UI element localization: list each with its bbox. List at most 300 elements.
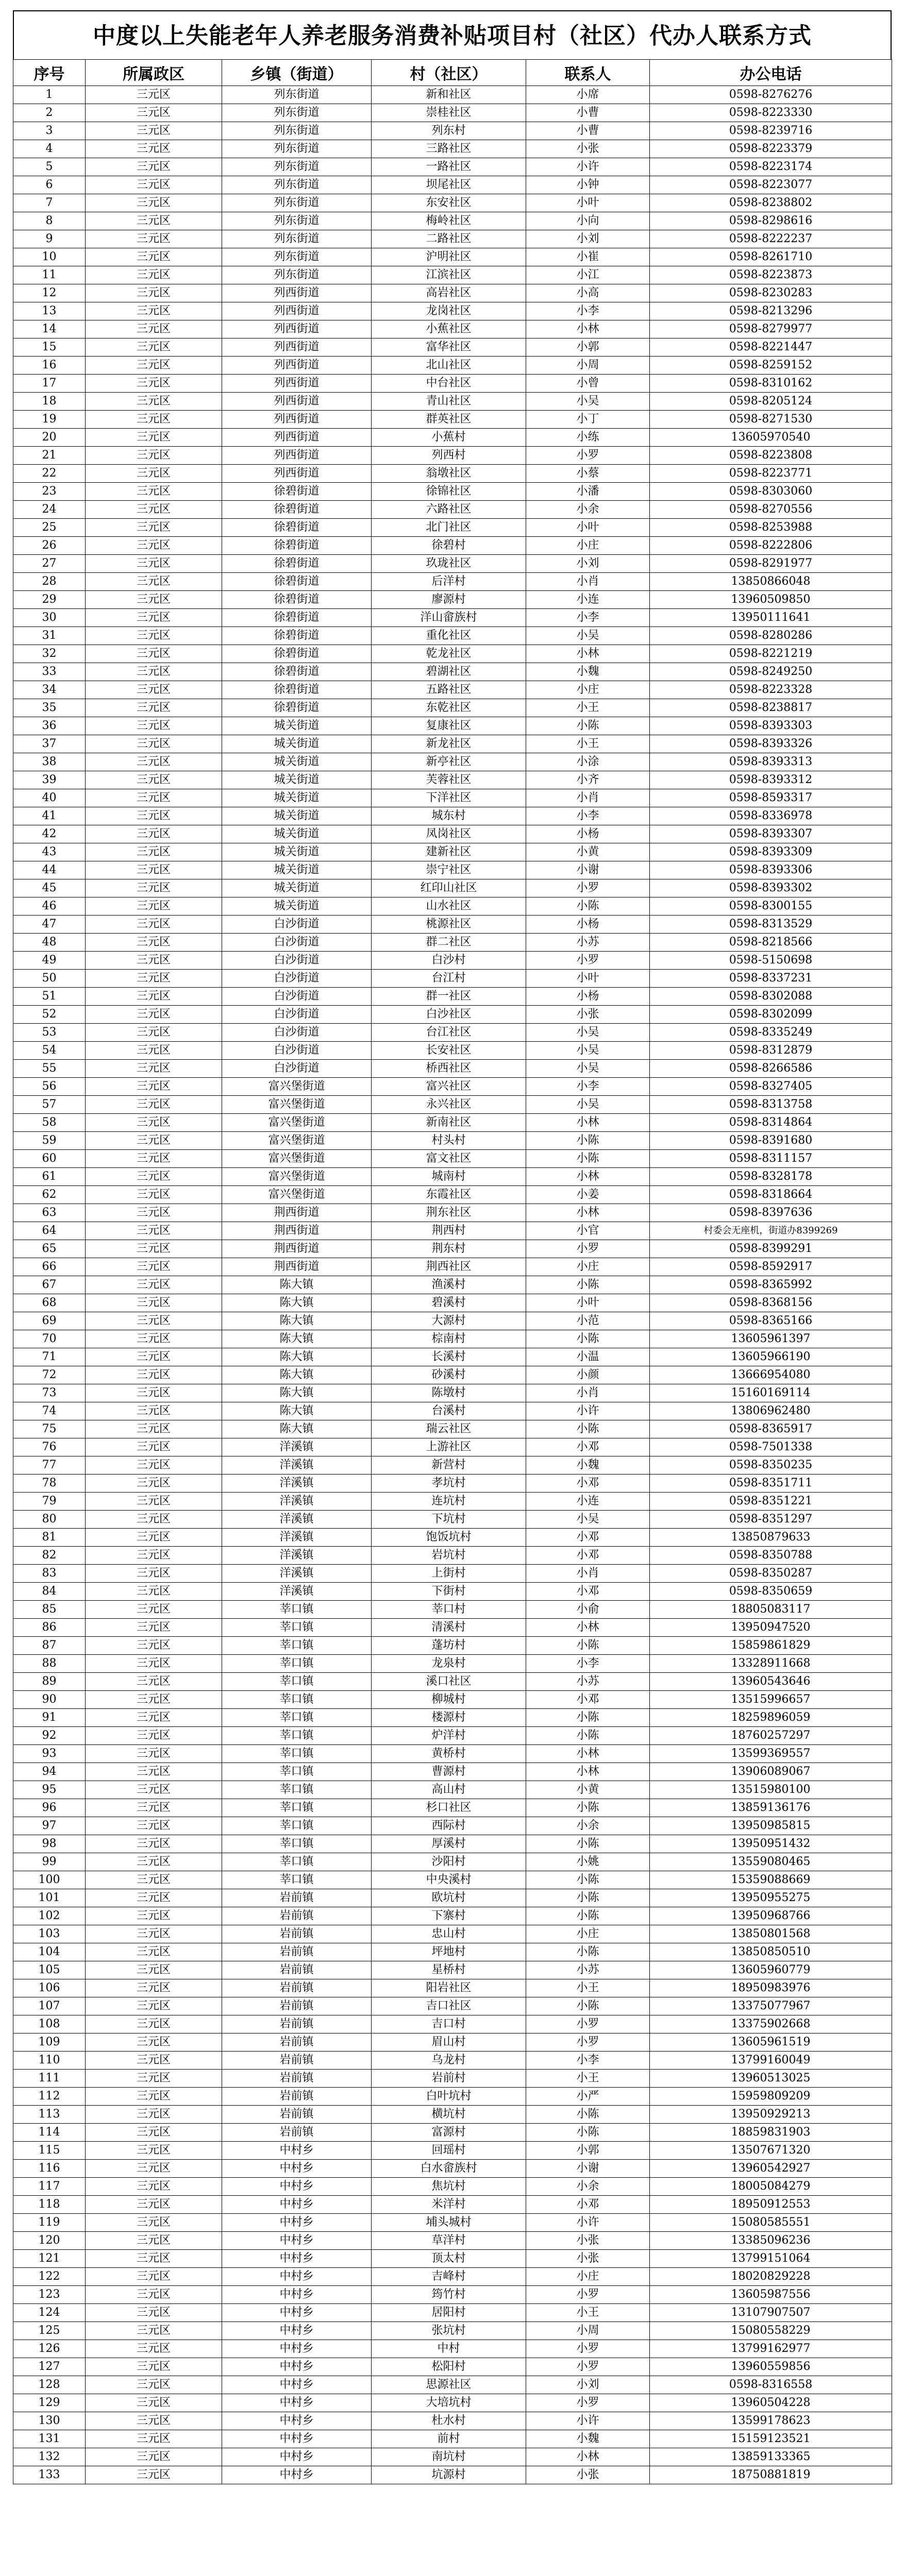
cell-index: 12 — [13, 284, 86, 302]
cell-town: 莘口镇 — [222, 1709, 372, 1727]
cell-index: 24 — [13, 501, 86, 519]
cell-town: 莘口镇 — [222, 1745, 372, 1763]
cell-phone: 0598-8223077 — [650, 176, 892, 194]
cell-index: 91 — [13, 1709, 86, 1727]
table-row — [13, 1979, 892, 1997]
table-row — [13, 879, 892, 897]
cell-town: 中村乡 — [222, 2178, 372, 2196]
cell-contact: 小邓 — [526, 1583, 650, 1601]
cell-village: 小蕉社区 — [372, 320, 526, 338]
cell-village: 焦坑村 — [372, 2178, 526, 2196]
cell-phone: 0598-8335249 — [650, 1024, 892, 1042]
cell-district: 三元区 — [86, 1384, 222, 1402]
cell-village: 徐锦社区 — [372, 483, 526, 501]
cell-index: 78 — [13, 1475, 86, 1493]
cell-index: 3 — [13, 122, 86, 140]
cell-village: 列西村 — [372, 447, 526, 465]
cell-contact: 小官 — [526, 1222, 650, 1240]
cell-village: 新龙社区 — [372, 735, 526, 753]
cell-index: 27 — [13, 555, 86, 573]
table-row — [13, 537, 892, 555]
table-row — [13, 1312, 892, 1330]
table-row — [13, 591, 892, 609]
cell-town: 岩前镇 — [222, 2088, 372, 2106]
table-row — [13, 2394, 892, 2412]
cell-index: 107 — [13, 1997, 86, 2015]
document — [13, 10, 892, 2484]
cell-phone: 0598-8313529 — [650, 916, 892, 934]
cell-village: 张坑村 — [372, 2322, 526, 2340]
cell-town: 徐碧街道 — [222, 591, 372, 609]
cell-town: 列西街道 — [222, 357, 372, 375]
cell-contact: 小周 — [526, 2322, 650, 2340]
cell-index: 108 — [13, 2015, 86, 2033]
cell-index: 67 — [13, 1276, 86, 1294]
cell-index: 79 — [13, 1493, 86, 1511]
cell-village: 下洋社区 — [372, 789, 526, 807]
cell-village: 荆西社区 — [372, 1258, 526, 1276]
cell-index: 111 — [13, 2070, 86, 2088]
cell-district: 三元区 — [86, 663, 222, 681]
cell-contact: 小谢 — [526, 861, 650, 879]
cell-phone: 13375902668 — [650, 2015, 892, 2033]
cell-phone: 0598-8368156 — [650, 1294, 892, 1312]
cell-contact: 小陈 — [526, 897, 650, 916]
table-row — [13, 2232, 892, 2250]
cell-contact: 小魏 — [526, 1456, 650, 1475]
table-row — [13, 717, 892, 735]
cell-village: 凤岗社区 — [372, 825, 526, 843]
cell-town: 岩前镇 — [222, 1943, 372, 1961]
cell-phone: 0598-8393302 — [650, 879, 892, 897]
cell-phone: 0598-8223379 — [650, 140, 892, 158]
cell-contact: 小罗 — [526, 2015, 650, 2033]
cell-district: 三元区 — [86, 2033, 222, 2052]
table-row — [13, 375, 892, 393]
cell-phone: 13850879633 — [650, 1529, 892, 1547]
table-row — [13, 1907, 892, 1925]
cell-town: 列东街道 — [222, 158, 372, 176]
cell-phone: 0598-8238817 — [650, 699, 892, 717]
cell-index: 94 — [13, 1763, 86, 1781]
cell-contact: 小林 — [526, 1763, 650, 1781]
cell-district: 三元区 — [86, 338, 222, 357]
cell-phone: 0598-8291977 — [650, 555, 892, 573]
cell-village: 米洋村 — [372, 2196, 526, 2214]
table-row — [13, 807, 892, 825]
cell-village: 砂溪村 — [372, 1366, 526, 1384]
cell-phone: 0598-8223808 — [650, 447, 892, 465]
cell-village: 北门社区 — [372, 519, 526, 537]
cell-district: 三元区 — [86, 1709, 222, 1727]
cell-district: 三元区 — [86, 609, 222, 627]
cell-district: 三元区 — [86, 375, 222, 393]
cell-town: 城关街道 — [222, 735, 372, 753]
cell-town: 白沙街道 — [222, 1006, 372, 1024]
cell-town: 中村乡 — [222, 2214, 372, 2232]
cell-district: 三元区 — [86, 2268, 222, 2286]
table-row — [13, 1691, 892, 1709]
cell-index: 28 — [13, 573, 86, 591]
cell-district: 三元区 — [86, 934, 222, 952]
cell-village: 星桥村 — [372, 1961, 526, 1979]
cell-index: 69 — [13, 1312, 86, 1330]
table-row — [13, 1132, 892, 1150]
table-row — [13, 1438, 892, 1456]
cell-village: 乾龙社区 — [372, 645, 526, 663]
cell-village: 下坑村 — [372, 1511, 526, 1529]
cell-town: 徐碧街道 — [222, 627, 372, 645]
cell-contact: 小姚 — [526, 1853, 650, 1871]
cell-contact: 小肖 — [526, 1565, 650, 1583]
cell-district: 三元区 — [86, 1781, 222, 1799]
table-row — [13, 1276, 892, 1294]
cell-village: 新营村 — [372, 1456, 526, 1475]
cell-contact: 小庄 — [526, 681, 650, 699]
cell-town: 岩前镇 — [222, 2033, 372, 2052]
cell-village: 思源社区 — [372, 2376, 526, 2394]
cell-district: 三元区 — [86, 1096, 222, 1114]
cell-town: 列东街道 — [222, 104, 372, 122]
cell-district: 三元区 — [86, 771, 222, 789]
cell-district: 三元区 — [86, 411, 222, 429]
cell-contact: 小邓 — [526, 2196, 650, 2214]
cell-village: 坪地村 — [372, 1943, 526, 1961]
cell-phone: 13559080465 — [650, 1853, 892, 1871]
cell-town: 陈大镇 — [222, 1276, 372, 1294]
cell-contact: 小许 — [526, 2214, 650, 2232]
table-row — [13, 1925, 892, 1943]
cell-index: 1 — [13, 86, 86, 104]
cell-phone: 0598-8312879 — [650, 1042, 892, 1060]
cell-district: 三元区 — [86, 1186, 222, 1204]
cell-phone: 13950955275 — [650, 1889, 892, 1907]
cell-phone: 0598-8238802 — [650, 194, 892, 212]
table-row — [13, 1655, 892, 1673]
cell-phone: 0598-8393326 — [650, 735, 892, 753]
cell-town: 洋溪镇 — [222, 1475, 372, 1493]
cell-district: 三元区 — [86, 447, 222, 465]
cell-town: 列西街道 — [222, 393, 372, 411]
cell-contact: 小杨 — [526, 825, 650, 843]
table-row — [13, 1150, 892, 1168]
cell-town: 莘口镇 — [222, 1673, 372, 1691]
cell-town: 莘口镇 — [222, 1691, 372, 1709]
cell-index: 71 — [13, 1348, 86, 1366]
cell-contact: 小范 — [526, 1312, 650, 1330]
cell-town: 徐碧街道 — [222, 573, 372, 591]
cell-town: 陈大镇 — [222, 1330, 372, 1348]
cell-village: 小蕉村 — [372, 429, 526, 447]
cell-contact: 小王 — [526, 1979, 650, 1997]
cell-contact: 小陈 — [526, 717, 650, 735]
table-row — [13, 753, 892, 771]
cell-phone: 13375077967 — [650, 1997, 892, 2015]
cell-town: 陈大镇 — [222, 1402, 372, 1420]
cell-district: 三元区 — [86, 212, 222, 230]
cell-contact: 小吴 — [526, 627, 650, 645]
cell-village: 白叶坑村 — [372, 2088, 526, 2106]
cell-index: 48 — [13, 934, 86, 952]
cell-town: 中村乡 — [222, 2160, 372, 2178]
cell-index: 118 — [13, 2196, 86, 2214]
cell-village: 长溪村 — [372, 1348, 526, 1366]
cell-district: 三元区 — [86, 1871, 222, 1889]
cell-town: 徐碧街道 — [222, 681, 372, 699]
cell-village: 溪口社区 — [372, 1673, 526, 1691]
cell-village: 欧坑村 — [372, 1889, 526, 1907]
cell-phone: 0598-7501338 — [650, 1438, 892, 1456]
cell-district: 三元区 — [86, 140, 222, 158]
cell-district: 三元区 — [86, 2124, 222, 2142]
cell-town: 荆西街道 — [222, 1222, 372, 1240]
cell-town: 洋溪镇 — [222, 1511, 372, 1529]
cell-contact: 小王 — [526, 735, 650, 753]
cell-phone: 0598-8350659 — [650, 1583, 892, 1601]
table-row — [13, 1871, 892, 1889]
cell-village: 埔头城村 — [372, 2214, 526, 2232]
cell-village: 大培坑村 — [372, 2394, 526, 2412]
table-row — [13, 1222, 892, 1240]
cell-town: 莘口镇 — [222, 1619, 372, 1637]
cell-phone: 0598-8270556 — [650, 501, 892, 519]
cell-phone: 0598-8230283 — [650, 284, 892, 302]
cell-district: 三元区 — [86, 429, 222, 447]
cell-district: 三元区 — [86, 2142, 222, 2160]
cell-town: 岩前镇 — [222, 1925, 372, 1943]
cell-phone: 0598-8223328 — [650, 681, 892, 699]
cell-town: 富兴堡街道 — [222, 1150, 372, 1168]
table-row — [13, 86, 892, 104]
cell-index: 64 — [13, 1222, 86, 1240]
cell-district: 三元区 — [86, 1114, 222, 1132]
cell-index: 123 — [13, 2286, 86, 2304]
table-row — [13, 1006, 892, 1024]
cell-contact: 小陈 — [526, 1637, 650, 1655]
table-row — [13, 140, 892, 158]
cell-index: 117 — [13, 2178, 86, 2196]
cell-town: 岩前镇 — [222, 2070, 372, 2088]
cell-village: 东霞社区 — [372, 1186, 526, 1204]
cell-contact: 小罗 — [526, 2358, 650, 2376]
header-town: 乡镇（街道） — [222, 60, 372, 86]
cell-town: 洋溪镇 — [222, 1456, 372, 1475]
table-row — [13, 2358, 892, 2376]
cell-district: 三元区 — [86, 1979, 222, 1997]
cell-phone: 13950968766 — [650, 1907, 892, 1925]
table-row — [13, 1475, 892, 1493]
table-row — [13, 483, 892, 501]
table-row — [13, 1060, 892, 1078]
cell-index: 58 — [13, 1114, 86, 1132]
cell-index: 31 — [13, 627, 86, 645]
cell-phone: 15859861829 — [650, 1637, 892, 1655]
cell-contact: 小邓 — [526, 1529, 650, 1547]
table-row — [13, 627, 892, 645]
cell-contact: 小杨 — [526, 916, 650, 934]
cell-district: 三元区 — [86, 879, 222, 897]
cell-contact: 小许 — [526, 1402, 650, 1420]
cell-phone: 18259896059 — [650, 1709, 892, 1727]
cell-contact: 小陈 — [526, 1420, 650, 1438]
table-row — [13, 843, 892, 861]
cell-village: 东安社区 — [372, 194, 526, 212]
cell-index: 30 — [13, 609, 86, 627]
cell-town: 列东街道 — [222, 194, 372, 212]
cell-phone: 0598-8271530 — [650, 411, 892, 429]
cell-phone: 0598-8221447 — [650, 338, 892, 357]
cell-contact: 小谢 — [526, 2160, 650, 2178]
cell-contact: 小许 — [526, 158, 650, 176]
cell-phone: 0598-8318664 — [650, 1186, 892, 1204]
cell-district: 三元区 — [86, 1438, 222, 1456]
cell-index: 99 — [13, 1853, 86, 1871]
cell-district: 三元区 — [86, 393, 222, 411]
cell-contact: 小陈 — [526, 1835, 650, 1853]
cell-town: 莘口镇 — [222, 1781, 372, 1799]
cell-district: 三元区 — [86, 1655, 222, 1673]
cell-index: 90 — [13, 1691, 86, 1709]
cell-town: 陈大镇 — [222, 1384, 372, 1402]
cell-phone: 0598-8350235 — [650, 1456, 892, 1475]
cell-district: 三元区 — [86, 1817, 222, 1835]
table-row — [13, 2106, 892, 2124]
table-row — [13, 176, 892, 194]
table-row — [13, 1402, 892, 1420]
cell-town: 莘口镇 — [222, 1871, 372, 1889]
cell-contact: 小陈 — [526, 1276, 650, 1294]
cell-contact: 小吴 — [526, 1511, 650, 1529]
cell-district: 三元区 — [86, 2160, 222, 2178]
cell-town: 中村乡 — [222, 2304, 372, 2322]
table-row — [13, 158, 892, 176]
cell-phone: 18020829228 — [650, 2268, 892, 2286]
cell-phone: 0598-8223771 — [650, 465, 892, 483]
cell-index: 6 — [13, 176, 86, 194]
cell-phone: 13960504228 — [650, 2394, 892, 2412]
cell-phone: 18760257297 — [650, 1727, 892, 1745]
cell-district: 三元区 — [86, 1565, 222, 1583]
cell-town: 洋溪镇 — [222, 1583, 372, 1601]
cell-district: 三元区 — [86, 1042, 222, 1060]
table-row — [13, 1997, 892, 2015]
cell-phone: 0598-8311157 — [650, 1150, 892, 1168]
cell-contact: 小吴 — [526, 1024, 650, 1042]
cell-village: 吉口村 — [372, 2015, 526, 2033]
cell-contact: 小钟 — [526, 176, 650, 194]
cell-contact: 小连 — [526, 591, 650, 609]
cell-index: 76 — [13, 1438, 86, 1456]
cell-phone: 15159123521 — [650, 2430, 892, 2448]
cell-index: 89 — [13, 1673, 86, 1691]
cell-contact: 小刘 — [526, 2376, 650, 2394]
cell-district: 三元区 — [86, 1799, 222, 1817]
cell-town: 莘口镇 — [222, 1853, 372, 1871]
cell-index: 127 — [13, 2358, 86, 2376]
cell-index: 101 — [13, 1889, 86, 1907]
cell-index: 55 — [13, 1060, 86, 1078]
cell-phone: 13960542927 — [650, 2160, 892, 2178]
cell-district: 三元区 — [86, 1763, 222, 1781]
cell-phone: 15080585551 — [650, 2214, 892, 2232]
cell-contact: 小姜 — [526, 1186, 650, 1204]
cell-village: 蓬坊村 — [372, 1637, 526, 1655]
cell-phone: 13850866048 — [650, 573, 892, 591]
table-row — [13, 1529, 892, 1547]
cell-village: 瑞云社区 — [372, 1420, 526, 1438]
table-row — [13, 447, 892, 465]
cell-district: 三元区 — [86, 2466, 222, 2484]
cell-village: 沙阳村 — [372, 1853, 526, 1871]
cell-contact: 小刘 — [526, 230, 650, 248]
cell-index: 124 — [13, 2304, 86, 2322]
table-row — [13, 573, 892, 591]
cell-town: 徐碧街道 — [222, 483, 372, 501]
cell-district: 三元区 — [86, 645, 222, 663]
cell-index: 85 — [13, 1601, 86, 1619]
cell-town: 城关街道 — [222, 861, 372, 879]
cell-index: 34 — [13, 681, 86, 699]
cell-district: 三元区 — [86, 2070, 222, 2088]
cell-phone: 0598-8593317 — [650, 789, 892, 807]
cell-index: 37 — [13, 735, 86, 753]
cell-district: 三元区 — [86, 501, 222, 519]
cell-contact: 小齐 — [526, 771, 650, 789]
cell-index: 103 — [13, 1925, 86, 1943]
cell-district: 三元区 — [86, 699, 222, 717]
cell-contact: 小曾 — [526, 375, 650, 393]
table-row — [13, 2268, 892, 2286]
table-row — [13, 2304, 892, 2322]
cell-district: 三元区 — [86, 320, 222, 338]
cell-index: 104 — [13, 1943, 86, 1961]
cell-town: 徐碧街道 — [222, 663, 372, 681]
cell-village: 崇桂社区 — [372, 104, 526, 122]
cell-phone: 0598-8239716 — [650, 122, 892, 140]
cell-phone: 0598-8393306 — [650, 861, 892, 879]
cell-district: 三元区 — [86, 537, 222, 555]
cell-village: 三路社区 — [372, 140, 526, 158]
cell-phone: 村委会无座机，街道办8399269 — [650, 1222, 892, 1240]
cell-village: 长安社区 — [372, 1042, 526, 1060]
cell-contact: 小陈 — [526, 1799, 650, 1817]
table-row — [13, 2376, 892, 2394]
cell-village: 饱饭坑村 — [372, 1529, 526, 1547]
cell-village: 连坑村 — [372, 1493, 526, 1511]
cell-index: 40 — [13, 789, 86, 807]
cell-district: 三元区 — [86, 2106, 222, 2124]
cell-index: 23 — [13, 483, 86, 501]
cell-village: 荆东村 — [372, 1240, 526, 1258]
cell-district: 三元区 — [86, 1240, 222, 1258]
cell-index: 106 — [13, 1979, 86, 1997]
cell-index: 54 — [13, 1042, 86, 1060]
cell-index: 32 — [13, 645, 86, 663]
cell-town: 列西街道 — [222, 429, 372, 447]
cell-phone: 0598-8393312 — [650, 771, 892, 789]
cell-town: 列东街道 — [222, 266, 372, 284]
cell-town: 列东街道 — [222, 248, 372, 266]
cell-phone: 0598-8397636 — [650, 1204, 892, 1222]
table-row — [13, 1420, 892, 1438]
cell-district: 三元区 — [86, 284, 222, 302]
cell-contact: 小林 — [526, 1619, 650, 1637]
table-row — [13, 1024, 892, 1042]
cell-district: 三元区 — [86, 2448, 222, 2466]
table-row — [13, 338, 892, 357]
cell-district: 三元区 — [86, 2304, 222, 2322]
cell-contact: 小罗 — [526, 952, 650, 970]
